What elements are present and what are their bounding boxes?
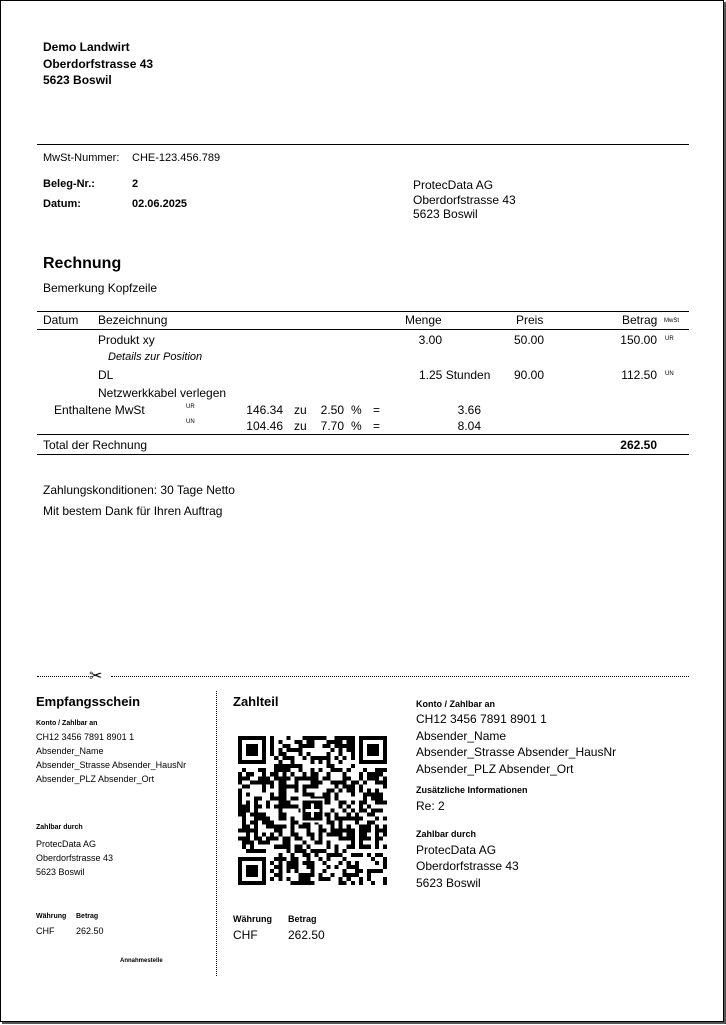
payment-iban: CH12 3456 7891 8901 1 bbox=[416, 712, 547, 726]
receipt-payable-by-label: Zahlbar durch bbox=[36, 824, 83, 831]
receipt-currency: CHF bbox=[36, 926, 55, 936]
beleg-value: 2 bbox=[132, 178, 139, 190]
receipt-creditor-name: Absender_Name bbox=[36, 746, 104, 756]
receipt-title: Empfangsschein bbox=[36, 694, 141, 709]
sender-city: 5623 Boswil bbox=[43, 73, 112, 87]
vat2-pct: % bbox=[351, 419, 362, 433]
receipt-account-label: Konto / Zahlbar an bbox=[36, 720, 98, 727]
beleg-label: Beleg-Nr.: bbox=[43, 178, 95, 190]
row1-mwst-code: UR bbox=[665, 336, 674, 342]
receipt-creditor-city: Absender_PLZ Absender_Ort bbox=[36, 774, 155, 784]
payment-currency: CHF bbox=[233, 928, 258, 942]
table-top-line bbox=[37, 311, 689, 312]
total-value: 262.50 bbox=[620, 438, 657, 452]
datum-value: 02.06.2025 bbox=[132, 198, 188, 210]
recipient-city: 5623 Boswil bbox=[413, 207, 478, 221]
row1-preis: 50.00 bbox=[514, 333, 545, 347]
total-top-line bbox=[37, 434, 689, 435]
vat1-pct: % bbox=[351, 403, 362, 417]
col-header-bezeichnung: Bezeichnung bbox=[98, 313, 168, 327]
receipt-creditor-street: Absender_Strasse Absender_HausNr bbox=[36, 760, 187, 770]
vat1-code: UR bbox=[186, 404, 195, 410]
row2-menge: 1.25 Stunden bbox=[419, 368, 491, 382]
receipt-separator bbox=[216, 691, 217, 976]
row1-bezeichnung: Produkt xy bbox=[98, 333, 155, 347]
col-header-betrag: Betrag bbox=[622, 313, 658, 327]
total-label: Total der Rechnung bbox=[43, 438, 148, 452]
vat1-zu: zu bbox=[294, 403, 307, 417]
table-header-line bbox=[37, 329, 689, 330]
document-title: Rechnung bbox=[43, 255, 122, 272]
col-header-mwst: MwSt bbox=[664, 318, 679, 324]
total-bottom-line bbox=[37, 454, 689, 455]
col-header-menge: Menge bbox=[405, 313, 442, 327]
perforation-line-left bbox=[37, 676, 89, 677]
vat-value: CHE-123.456.789 bbox=[132, 152, 221, 164]
row1-detail: Details zur Position bbox=[108, 351, 203, 363]
payment-debtor-name: ProtecData AG bbox=[416, 843, 497, 857]
receipt-debtor-city: 5623 Boswil bbox=[36, 867, 85, 877]
row2-mwst-code: UN bbox=[665, 371, 674, 377]
vat1-amount: 3.66 bbox=[457, 403, 481, 417]
payment-title: Zahlteil bbox=[233, 694, 279, 709]
vat2-rate: 7.70 bbox=[320, 419, 344, 433]
vat-label: MwSt-Nummer: bbox=[43, 152, 120, 164]
swiss-qr-code bbox=[238, 736, 387, 885]
sender-name: Demo Landwirt bbox=[43, 40, 130, 54]
receipt-amount-label: Betrag bbox=[76, 913, 99, 920]
vat1-rate: 2.50 bbox=[320, 403, 344, 417]
vat1-eq: = bbox=[373, 403, 381, 417]
receipt-currency-label: Währung bbox=[36, 913, 67, 920]
recipient-street: Oberdorfstrasse 43 bbox=[413, 193, 516, 207]
payment-terms: Zahlungskonditionen: 30 Tage Netto bbox=[43, 483, 235, 497]
receipt-debtor-street: Oberdorfstrasse 43 bbox=[36, 853, 114, 863]
col-header-preis: Preis bbox=[516, 313, 544, 327]
scissors-icon: ✂ bbox=[89, 668, 103, 685]
payment-debtor-city: 5623 Boswil bbox=[416, 876, 481, 890]
row1-betrag: 150.00 bbox=[620, 333, 657, 347]
thanks-note: Mit bestem Dank für Ihren Auftrag bbox=[43, 504, 223, 518]
payment-creditor-street: Absender_Strasse Absender_HausNr bbox=[416, 745, 617, 759]
header-divider bbox=[37, 144, 689, 145]
receipt-amount: 262.50 bbox=[76, 926, 104, 936]
receipt-debtor-name: ProtecData AG bbox=[36, 839, 97, 849]
datum-label: Datum: bbox=[43, 198, 81, 210]
vat-breakdown-label: Enthaltene MwSt bbox=[54, 403, 145, 417]
vat2-zu: zu bbox=[294, 419, 307, 433]
row2-betrag: 112.50 bbox=[621, 368, 657, 382]
row2-preis: 90.00 bbox=[514, 368, 545, 382]
header-note: Bemerkung Kopfzeile bbox=[43, 281, 158, 295]
vat2-eq: = bbox=[373, 419, 381, 433]
payment-amount-label: Betrag bbox=[288, 914, 317, 924]
payment-amount: 262.50 bbox=[288, 928, 325, 942]
additional-info-label: Zusätzliche Informationen bbox=[416, 785, 528, 795]
vat2-amount: 8.04 bbox=[457, 419, 481, 433]
row2-bezeichnung: DL bbox=[98, 368, 114, 382]
row2-detail: Netzwerkkabel verlegen bbox=[98, 386, 227, 400]
row1-menge: 3.00 bbox=[418, 333, 442, 347]
payment-creditor-name: Absender_Name bbox=[416, 729, 507, 743]
receipt-acceptance-point: Annahmestelle bbox=[120, 958, 163, 964]
payment-account-label: Konto / Zahlbar an bbox=[416, 699, 496, 709]
receipt-iban: CH12 3456 7891 8901 1 bbox=[36, 732, 135, 742]
recipient-name: ProtecData AG bbox=[413, 178, 494, 192]
col-header-datum: Datum bbox=[43, 313, 79, 327]
payment-payable-by-label: Zahlbar durch bbox=[416, 829, 477, 839]
perforation-line-right bbox=[111, 676, 689, 677]
additional-info: Re: 2 bbox=[416, 799, 445, 813]
payment-debtor-street: Oberdorfstrasse 43 bbox=[416, 859, 519, 873]
vat2-code: UN bbox=[186, 419, 195, 425]
vat2-base: 104.46 bbox=[246, 419, 283, 433]
sender-street: Oberdorfstrasse 43 bbox=[43, 57, 154, 71]
payment-currency-label: Währung bbox=[233, 914, 272, 924]
vat1-base: 146.34 bbox=[246, 403, 283, 417]
payment-creditor-city: Absender_PLZ Absender_Ort bbox=[416, 762, 574, 776]
